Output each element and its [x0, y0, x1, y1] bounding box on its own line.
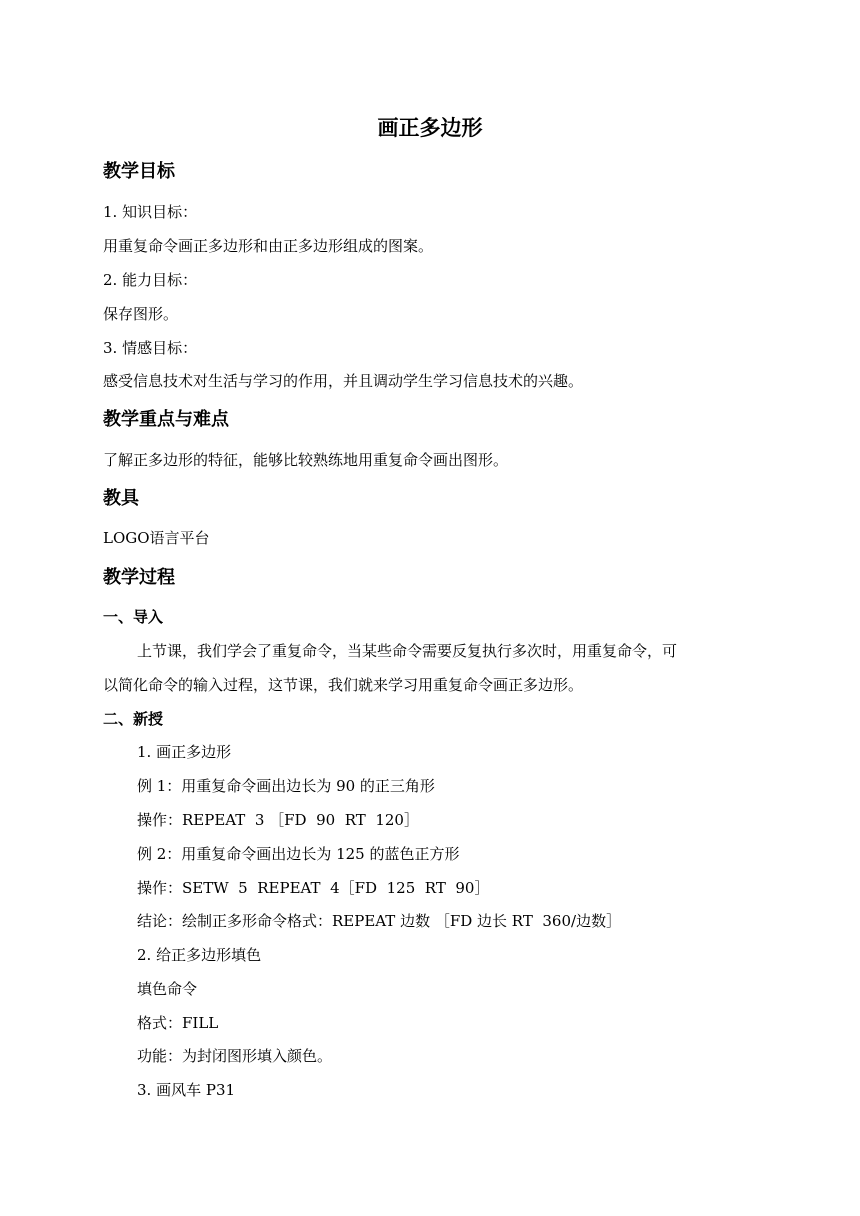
tools-text: LOGO语言平台 [103, 529, 210, 547]
intro-paragraph-line: 以简化命令的输入过程，这节课，我们就来学习用重复命令画正多边形。 [103, 676, 584, 694]
objective-line: 感受信息技术对生活与学习的作用，并且调动学生学习信息技术的兴趣。 [103, 372, 584, 390]
new-lesson-line: 功能：为封闭图形填入颜色。 [137, 1047, 333, 1065]
new-lesson-line: 1. 画正多边形 [137, 743, 232, 761]
objective-line: 2. 能力目标： [103, 271, 198, 289]
tools-heading: 教具 [103, 488, 139, 509]
new-lesson-heading: 二、新授 [103, 710, 164, 728]
process-heading: 教学过程 [103, 567, 175, 588]
objective-line: 用重复命令画正多边形和由正多边形组成的图案。 [103, 237, 434, 255]
objectives-heading: 教学目标 [103, 161, 175, 182]
new-lesson-line: 结论：绘制正多形命令格式：REPEAT 边数 ［FD 边长 RT 360/边数］ [137, 912, 622, 930]
key-points-text: 了解正多边形的特征，能够比较熟练地用重复命令画出图形。 [103, 451, 509, 469]
new-lesson-line: 格式：FILL [137, 1014, 219, 1032]
new-lesson-line: 操作：REPEAT 3 ［FD 90 RT 120］ [137, 811, 419, 829]
key-points-heading: 教学重点与难点 [103, 409, 229, 430]
objective-line: 保存图形。 [103, 305, 179, 323]
new-lesson-line: 3. 画风车 P31 [137, 1081, 236, 1099]
objective-line: 1. 知识目标： [103, 203, 198, 221]
new-lesson-line: 例 1：用重复命令画出边长为 90 的正三角形 [137, 777, 435, 795]
intro-heading: 一、导入 [103, 608, 164, 626]
new-lesson-line: 填色命令 [137, 980, 198, 998]
new-lesson-line: 操作：SETW 5 REPEAT 4［FD 125 RT 90］ [137, 879, 490, 897]
objective-line: 3. 情感目标： [103, 339, 198, 357]
new-lesson-line: 例 2：用重复命令画出边长为 125 的蓝色正方形 [137, 845, 460, 863]
new-lesson-line: 2. 给正多边形填色 [137, 946, 262, 964]
intro-paragraph-line: 上节课，我们学会了重复命令，当某些命令需要反复执行多次时，用重复命令，可 [137, 642, 678, 660]
document-title: 画正多边形 [377, 116, 483, 140]
